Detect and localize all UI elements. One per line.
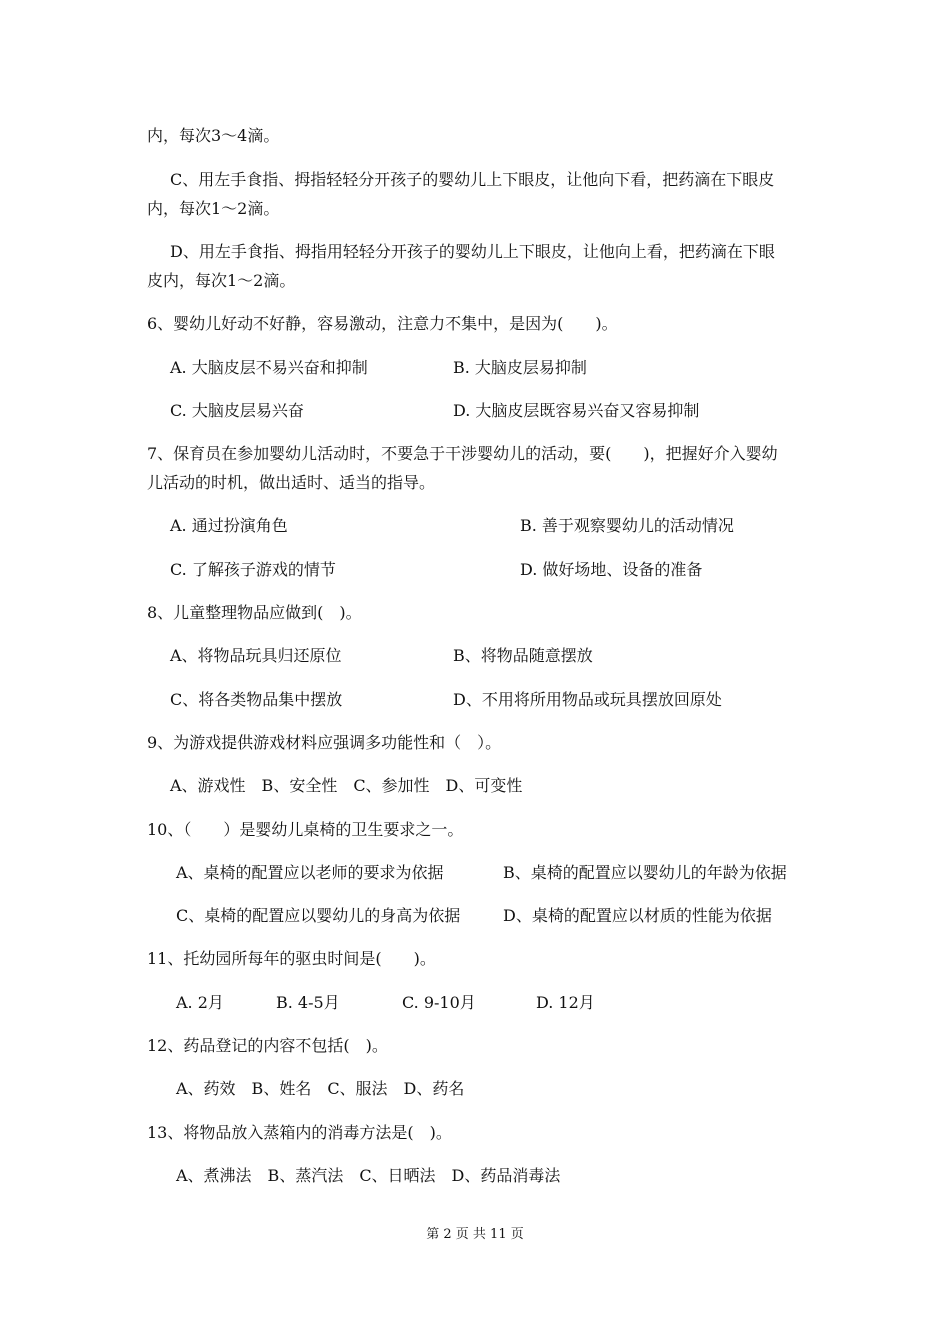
- question-stem: 10、（ ）是婴幼儿桌椅的卫生要求之一。: [147, 820, 464, 839]
- options-row: A、煮沸法 B、蒸汽法 C、日晒法 D、药品消毒法: [176, 1166, 561, 1185]
- question-stem: 12、药品登记的内容不包括( )。: [147, 1036, 388, 1055]
- text-line: C、用左手食指、拇指轻轻分开孩子的婴幼儿上下眼皮，让他向下看，把药滴在下眼皮: [170, 170, 775, 189]
- page-footer: 第 2 页 共 11 页: [426, 1227, 524, 1242]
- option-c: C、桌椅的配置应以婴幼儿的身高为依据: [176, 906, 461, 925]
- text-line: D、用左手食指、拇指用轻轻分开孩子的婴幼儿上下眼皮，让他向上看，把药滴在下眼: [170, 242, 775, 261]
- options-row: A、游戏性 B、安全性 C、参加性 D、可变性: [170, 776, 523, 795]
- question-stem: 13、将物品放入蒸箱内的消毒方法是( )。: [147, 1123, 452, 1142]
- option-b: B. 善于观察婴幼儿的活动情况: [520, 516, 734, 535]
- option-a: A. 通过扮演角色: [170, 516, 288, 535]
- options-row: A、药效 B、姓名 C、服法 D、药名: [176, 1079, 465, 1098]
- text-line: 内，每次3～4滴。: [147, 126, 280, 145]
- option-c: C. 了解孩子游戏的情节: [170, 560, 336, 579]
- question-stem: 11、托幼园所每年的驱虫时间是( )。: [147, 949, 436, 968]
- question-stem: 9、为游戏提供游戏材料应强调多功能性和（ ）。: [147, 733, 502, 752]
- option-a: A. 2月: [176, 993, 224, 1012]
- option-d: D. 做好场地、设备的准备: [520, 560, 703, 579]
- option-d: D. 大脑皮层既容易兴奋又容易抑制: [453, 401, 700, 420]
- option-c: C. 9-10月: [402, 993, 476, 1012]
- option-b: B、将物品随意摆放: [453, 646, 593, 665]
- option-a: A、桌椅的配置应以老师的要求为依据: [176, 863, 444, 882]
- question-stem: 8、儿童整理物品应做到( )。: [147, 603, 362, 622]
- option-b: B. 4-5月: [276, 993, 340, 1012]
- option-a: A、将物品玩具归还原位: [170, 646, 342, 665]
- question-stem: 6、婴幼儿好动不好静，容易激动，注意力不集中，是因为( )。: [147, 314, 618, 333]
- option-c: C、将各类物品集中摆放: [170, 690, 343, 709]
- text-line: 内，每次1～2滴。: [147, 199, 280, 218]
- option-d: D. 12月: [536, 993, 595, 1012]
- option-d: D、桌椅的配置应以材质的性能为依据: [503, 906, 772, 925]
- option-c: C. 大脑皮层易兴奋: [170, 401, 304, 420]
- question-stem: 7、保育员在参加婴幼儿活动时，不要急于干涉婴幼儿的活动，要( )，把握好介入婴幼: [147, 444, 778, 463]
- option-a: A. 大脑皮层不易兴奋和抑制: [170, 358, 368, 377]
- option-b: B. 大脑皮层易抑制: [453, 358, 587, 377]
- text-line: 皮内，每次1～2滴。: [147, 271, 296, 290]
- option-b: B、桌椅的配置应以婴幼儿的年龄为依据: [503, 863, 787, 882]
- option-d: D、不用将所用物品或玩具摆放回原处: [453, 690, 722, 709]
- question-stem-continued: 儿活动的时机，做出适时、适当的指导。: [147, 473, 436, 492]
